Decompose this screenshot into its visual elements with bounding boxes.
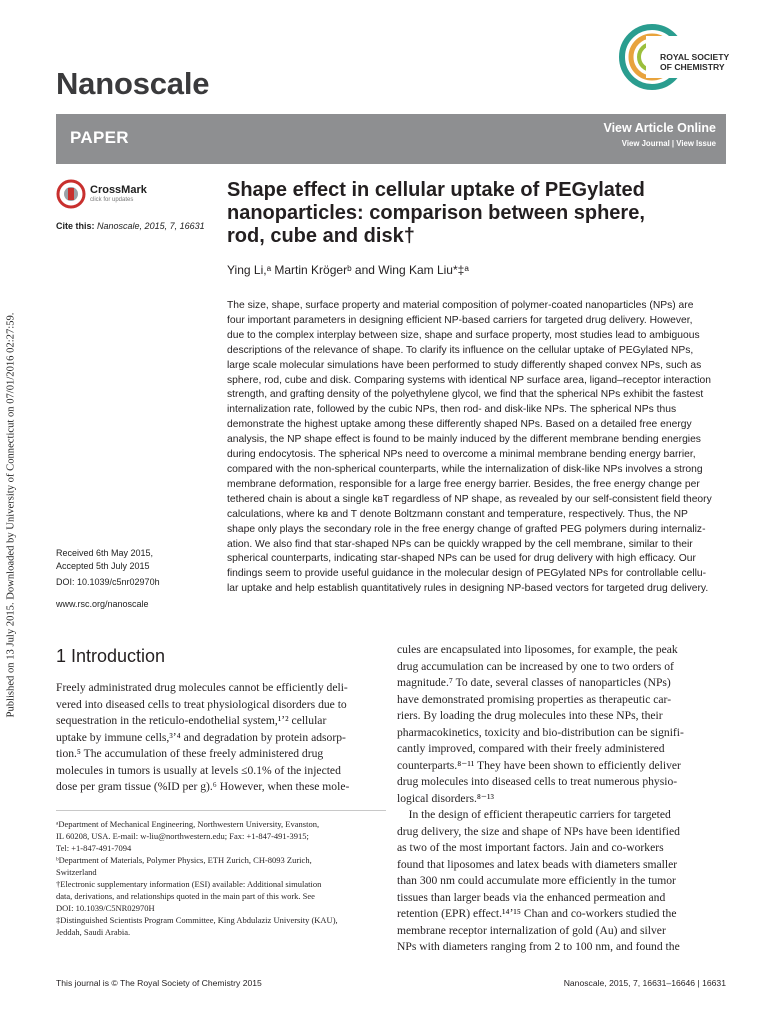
article-type-label: PAPER bbox=[70, 128, 129, 147]
publisher-line-1: ROYAL SOCIETY bbox=[660, 52, 730, 62]
article-title bbox=[227, 179, 697, 248]
body-line: counterparts.⁸⁻¹¹ They have been shown to efficiently deliver bbox=[397, 758, 681, 772]
doi[interactable]: DOI: 10.1039/c5nr02970h bbox=[56, 577, 160, 587]
abstract-line: strength, and grafting density of the polyethylene glycol, we find that the spherical NPs exhibit the fastest bbox=[227, 389, 704, 401]
body-line: vered into diseased cells to treat physiological disorders due to bbox=[56, 697, 347, 711]
body-right-column bbox=[397, 642, 727, 956]
body-line: In the design of efficient therapeutic carriers for targeted bbox=[397, 808, 671, 821]
footnote-line: Tel: +1-847-491-7094 bbox=[56, 843, 132, 853]
body-line: drug molecules into diseased cells to treat numerous physio- bbox=[397, 775, 678, 788]
abstract-line: internalization rate, followed by the cubic NPs, then rod- and disk-like NPs. The spherical NPs thus bbox=[227, 404, 677, 416]
journal-name[interactable]: Nanoscale bbox=[56, 66, 210, 101]
body-line: riers. By loading the drug molecules into these NPs, their bbox=[397, 709, 663, 722]
author-list: Ying Li,ᵃ Martin Krögerᵇ and Wing Kam Liu*‡ᵃ bbox=[227, 263, 469, 277]
body-line: pharmacokinetics, toxicity and bio-distribution can be signifi- bbox=[397, 725, 684, 739]
footer-copyright: This journal is © The Royal Society of Chemistry 2015 bbox=[56, 978, 262, 988]
title-line: nanoparticles: comparison between sphere, bbox=[227, 202, 645, 224]
body-line: membrane receptor internalization of gold (Au) and silver bbox=[397, 923, 666, 937]
download-stamp-text: Published on 13 July 2015. Downloaded by University of Connecticut on 07/01/2016 02:27:59. bbox=[5, 312, 17, 718]
abstract-line: The size, shape, surface property and material composition of polymer-coated nanoparticles (NPs) are bbox=[227, 300, 694, 311]
abstract-line: during endocytosis. The spherical NPs need to overcome a minimal membrane bending energy barrier, bbox=[227, 449, 696, 461]
footnote-line: IL 60208, USA. E-mail: w-liu@northwestern.edu; Fax: +1-847-491-3915; bbox=[56, 831, 309, 841]
body-line: logical disorders.⁸⁻¹³ bbox=[397, 791, 494, 805]
abstract-line: shape only plays the secondary role in the free energy change of grafted PEG polymers during internaliz- bbox=[227, 523, 706, 535]
abstract-line: compared with the non-spherical counterparts, while the internalization of disk-like NPs involves a strong bbox=[227, 463, 703, 475]
abstract-line: membrane deformation, responsible for a large free energy barrier. Besides, the free energy change per bbox=[227, 478, 700, 490]
section-heading: 1 Introduction bbox=[56, 646, 166, 666]
view-article-online-link[interactable]: View Article Online bbox=[603, 121, 716, 135]
footer-page-info: Nanoscale, 2015, 7, 16631–16646 | 16631 bbox=[563, 978, 726, 988]
footnote-line: †Electronic supplementary information (ESI) available: Additional simulation bbox=[56, 879, 322, 889]
publisher-name bbox=[660, 52, 729, 72]
abstract-line: demonstrate the highest uptake among these differently shaped NPs. Based on a detailed free energy bbox=[227, 419, 692, 431]
abstract-line: lar uptake and help establish quantitatively rules in designing NP-based vectors for targeted drug delivery. bbox=[227, 583, 709, 595]
body-line: than 300 nm could accumulate more efficiently in the tumor bbox=[397, 874, 676, 887]
body-left-column bbox=[56, 680, 388, 796]
body-line: cules are encapsulated into liposomes, for example, the peak bbox=[397, 643, 678, 656]
cite-ref: Nanoscale, 2015, 7, 16631 bbox=[97, 221, 205, 231]
abstract-line: analysis, the NP shape effect is found to be mainly induced by the different membrane bending energies bbox=[227, 434, 701, 446]
abstract-line: descriptions of the relevance of shape. To clarify its influence on the cellular uptake of PEGylated NPs, bbox=[227, 344, 694, 356]
view-journal-issue-links[interactable]: View Journal | View Issue bbox=[621, 139, 716, 148]
body-line: molecules in tumors is usually at levels ≤0.1% of the injected bbox=[56, 763, 341, 777]
body-line: NPs with diameters ranging from 2 to 100 nm, and found the bbox=[397, 940, 680, 953]
body-line: as two of the most important factors. Jain and co-workers bbox=[397, 841, 664, 854]
body-line: uptake by immune cells,³ʼ⁴ and degradation by protein adsorp- bbox=[56, 730, 346, 744]
received-date: Received 6th May 2015, bbox=[56, 548, 154, 558]
body-line: tion.⁵ The accumulation of these freely administered drug bbox=[56, 747, 324, 760]
body-line: magnitude.⁷ To date, several classes of nanoparticles (NPs) bbox=[397, 676, 671, 689]
body-line: have demonstrated promising properties as therapeutic car- bbox=[397, 692, 672, 706]
footnote-line: ᵃDepartment of Mechanical Engineering, Northwestern University, Evanston, bbox=[56, 819, 320, 829]
body-line: Freely administrated drug molecules cannot be efficiently deli- bbox=[56, 681, 348, 694]
publisher-line-2: OF CHEMISTRY bbox=[660, 62, 725, 72]
footnote-line: Switzerland bbox=[56, 867, 97, 877]
footnote-line: ‡Distinguished Scientists Program Committee, King Abdulaziz University (KAU), bbox=[56, 915, 338, 925]
article-type-banner bbox=[56, 114, 726, 164]
body-line: dose per gram tissue (%ID per g).⁶ However, when these mole- bbox=[56, 780, 350, 793]
body-line: found that liposomes and latex beads with diameters smaller bbox=[397, 857, 678, 871]
body-line: retention (EPR) effect.¹⁴ʼ¹⁵ Chan and co-workers studied the bbox=[397, 907, 677, 920]
abstract-line: sphere, rod, cube and disk. Comparing systems with identical NP surface area, ligand–receptor interaction bbox=[227, 374, 712, 386]
download-stamp bbox=[2, 205, 20, 825]
footnote-line: data, derivations, and relationships quoted in the main part of this work. See bbox=[56, 891, 315, 901]
title-line: Shape effect in cellular uptake of PEGylated bbox=[227, 179, 645, 201]
abstract-line: four important parameters in designing efficient NP-based carriers for targeted drug delivery. However, bbox=[227, 314, 693, 326]
footnotes bbox=[56, 818, 388, 938]
abstract-line: calculations, where kʙ and T denote Boltzmann constant and temperature, respectively. Thus, the NP bbox=[227, 508, 688, 520]
footnote-divider bbox=[56, 810, 386, 811]
crossmark-icon[interactable] bbox=[56, 179, 88, 209]
crossmark-label[interactable]: CrossMark bbox=[90, 184, 147, 196]
abstract-line: spherical counterparts, indicating star-shaped NPs can be used for drug delivery with high efficacy. Our bbox=[227, 553, 696, 565]
body-line: sequestration in the reticulo-endothelial system,¹ʼ² cellular bbox=[56, 714, 327, 727]
footnote-line: DOI: 10.1039/C5NR02970H bbox=[56, 903, 155, 913]
journal-website-link[interactable]: www.rsc.org/nanoscale bbox=[56, 599, 149, 609]
body-line: drug accumulation can be increased by one to two orders of bbox=[397, 659, 674, 673]
accepted-date: Accepted 5th July 2015 bbox=[56, 561, 150, 571]
abstract-line: large scale molecular simulations have been performed to study differently shaped convex NPs, such as bbox=[227, 359, 702, 371]
body-line: drug delivery, the size and shape of NPs have been identified bbox=[397, 824, 680, 838]
footnote-line: ᵇDepartment of Materials, Polymer Physics, ETH Zurich, CH-8093 Zurich, bbox=[56, 855, 312, 865]
cite-prefix: Cite this: bbox=[56, 221, 95, 231]
body-line: cantly improved, compared with their freely administered bbox=[397, 742, 665, 755]
abstract-line: findings seem to provide useful guidance in the molecular design of PEGylated NPs for controllable cellu- bbox=[227, 568, 707, 580]
abstract-line: tethered chain is about a single kʙT regardless of NP shape, as revealed by our self-consistent field theory bbox=[227, 493, 712, 505]
title-line: rod, cube and disk† bbox=[227, 225, 415, 247]
abstract-line: due to the complex interplay between size, shape and surface property, most studies lead to ambiguous bbox=[227, 329, 700, 341]
body-line: tissues than larger beads via the enhanced permeation and bbox=[397, 890, 666, 904]
citation bbox=[56, 221, 205, 231]
footnote-line: Jeddah, Saudi Arabia. bbox=[56, 927, 131, 937]
crossmark-sub[interactable]: click for updates bbox=[90, 197, 134, 203]
abstract-line: ation. We also find that star-shaped NPs can be quickly wrapped by the cell membrane, similar to their bbox=[227, 538, 693, 550]
abstract bbox=[227, 299, 728, 597]
